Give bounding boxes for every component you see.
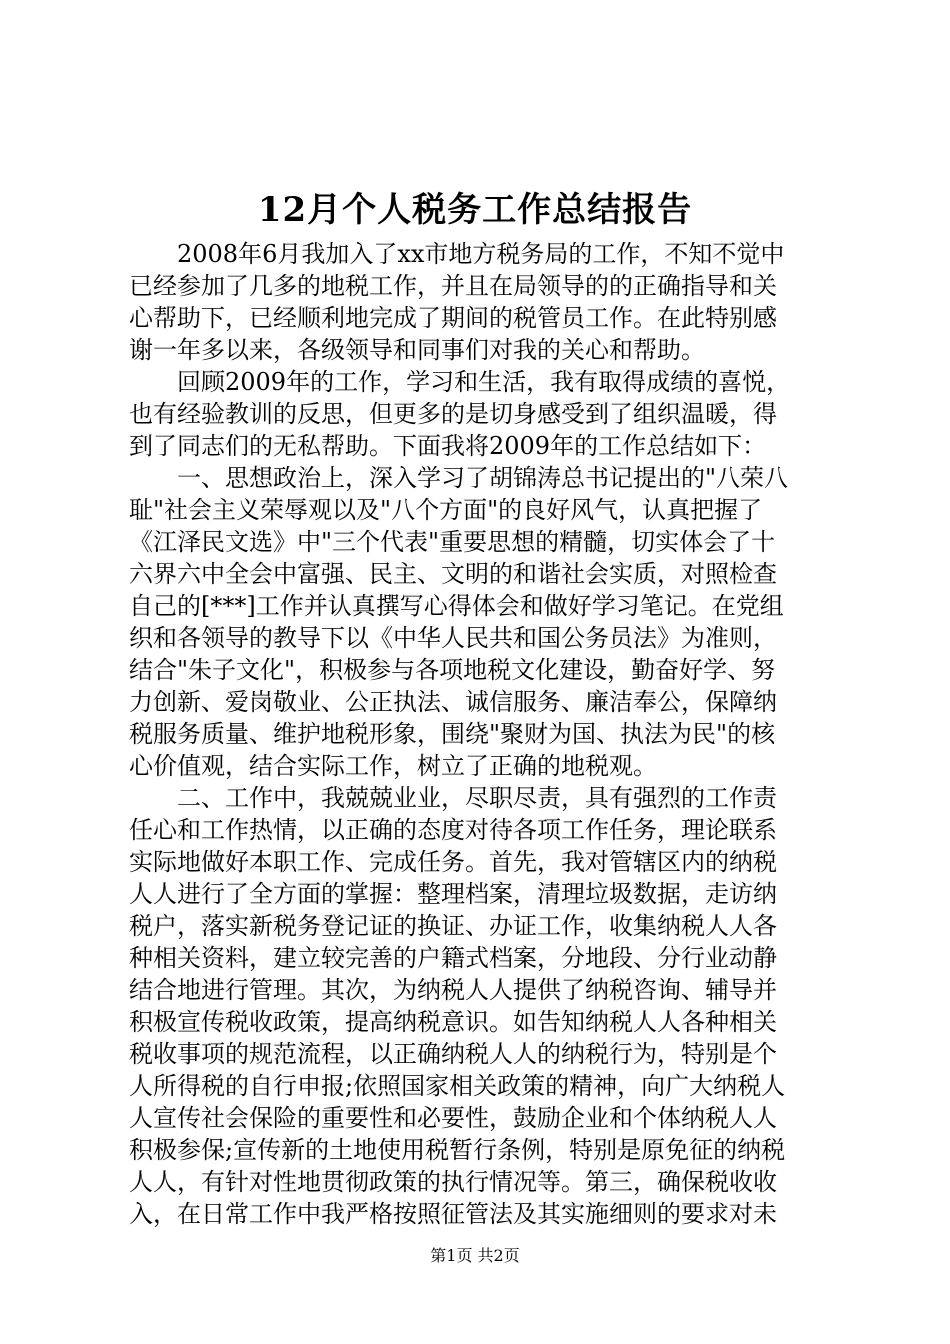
document-title: 12月个人税务工作总结报告 <box>257 190 693 230</box>
text-line: 谢一年多以来，各级领导和同事们对我的关心和帮助。 <box>129 336 705 364</box>
text-line: 力创新、爱岗敬业、公正执法、诚信服务、廉洁奉公，保障纳 <box>129 688 777 716</box>
text-line: 自己的[***]工作并认真撰写心得体会和做好学习笔记。在党组 <box>129 592 784 620</box>
text-line: 积极参保;宣传新的土地使用税暂行条例，特别是原免征的纳税 <box>129 1136 786 1164</box>
text-line: 2008年6月我加入了xx市地方税务局的工作，不知不觉中 <box>177 240 785 268</box>
page-number-footer: 第1页 共2页 <box>430 1246 520 1265</box>
text-line: 任心和工作热情，以正确的态度对待各项工作任务，理论联系 <box>129 816 777 844</box>
text-line: 心价值观，结合实际工作，树立了正确的地税观。 <box>129 752 657 780</box>
text-line: 六界六中全会中富强、民主、文明的和谐社会实质，对照检查 <box>129 560 777 588</box>
text-line: 税户，落实新税务登记证的换证、办证工作，收集纳税人人各 <box>129 912 777 940</box>
text-line: 税收事项的规范流程，以正确纳税人人的纳税行为，特别是个 <box>129 1040 777 1068</box>
text-line: 结合地进行管理。其次，为纳税人人提供了纳税咨询、辅导并 <box>129 976 777 1004</box>
text-line: 人所得税的自行申报;依照国家相关政策的精神，向广大纳税人 <box>129 1072 786 1100</box>
text-line: 结合"朱子文化"，积极参与各项地税文化建设，勤奋好学、努 <box>129 656 776 684</box>
text-line: 积极宣传税收政策，提高纳税意识。如告知纳税人人各种相关 <box>129 1008 777 1036</box>
text-line: 回顾2009年的工作，学习和生活，我有取得成绩的喜悦， <box>177 368 791 396</box>
document-body <box>129 238 829 1230</box>
text-line: 实际地做好本职工作、完成任务。首先，我对管辖区内的纳税 <box>129 848 777 876</box>
text-line: 税服务质量、维护地税形象，围绕"聚财为国、执法为民"的核 <box>129 720 776 748</box>
text-line: 人宣传社会保险的重要性和必要性，鼓励企业和个体纳税人人 <box>129 1104 777 1132</box>
text-line: 已经参加了几多的地税工作，并且在局领导的的正确指导和关 <box>129 272 777 300</box>
text-line: 二、工作中，我兢兢业业，尽职尽责，具有强烈的工作责 <box>177 784 777 812</box>
text-line: 心帮助下，已经顺利地完成了期间的税管员工作。在此特别感 <box>129 304 777 332</box>
text-line: 入，在日常工作中我严格按照征管法及其实施细则的要求对未 <box>129 1200 777 1228</box>
text-line: 种相关资料，建立较完善的户籍式档案，分地段、分行业动静 <box>129 944 777 972</box>
text-line: 人人进行了全方面的掌握：整理档案，清理垃圾数据，走访纳 <box>129 880 777 908</box>
text-line: 耻"社会主义荣辱观以及"八个方面"的良好风气，认真把握了 <box>129 496 763 524</box>
text-line: 到了同志们的无私帮助。下面我将2009年的工作总结如下： <box>129 432 767 460</box>
text-line: 一、思想政治上，深入学习了胡锦涛总书记提出的"八荣八 <box>177 464 789 492</box>
text-line: 人人，有针对性地贯彻政策的执行情况等。第三，确保税收收 <box>129 1168 777 1196</box>
text-line: 也有经验教训的反思，但更多的是切身感受到了组织温暖，得 <box>129 400 777 428</box>
text-line: 织和各领导的教导下以《中华人民共和国公务员法》为准则， <box>129 624 777 652</box>
text-line: 《江泽民文选》中"三个代表"重要思想的精髓，切实体会了十 <box>129 528 776 556</box>
